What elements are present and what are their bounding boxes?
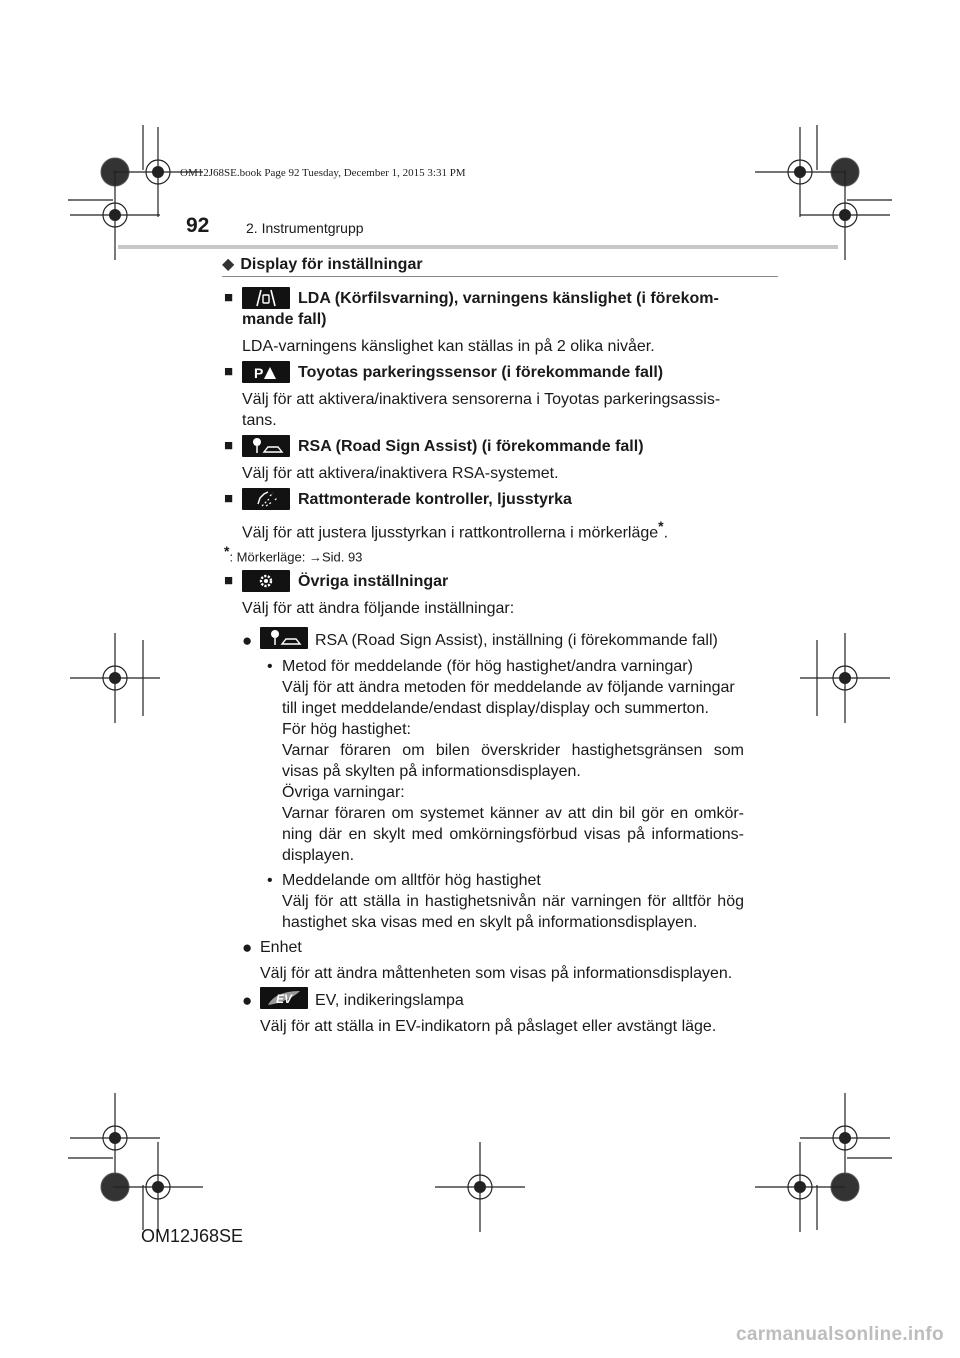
text-line: hastighet ska visas med en skylt på informationsdisplayen. [282,914,698,931]
lda-title-line2: mande fall) [242,311,327,328]
chapter-title: 2. Instrumentgrupp [246,220,364,236]
road-sign-car-icon [242,435,290,457]
section-title [222,254,423,274]
lda-title-line1: LDA (Körfilsvarning), varningens känslighet (i förekom- [298,290,719,307]
road-sign-car-icon [260,627,308,649]
ev-title: EV, indikeringslampa [315,992,464,1009]
dot-bullet: • [267,658,273,675]
unit-title: Enhet [260,939,302,956]
watermark: carmanualsonline.info [736,1324,944,1345]
svg-text:P: P [254,365,264,381]
diamond-icon: ◆ [222,256,235,273]
notification-method-title: Metod för meddelande (för hög hastighet/andra varningar) [282,658,693,675]
ev-indicator-icon [260,987,308,1009]
rsa-setting-title: RSA (Road Sign Assist), inställning (i förekommande fall) [315,632,718,649]
notification-method-lines [282,677,744,866]
text-line: displayen. [282,847,355,864]
text-line: För hög hastighet: [282,721,411,738]
steering-description-text: Välj för att justera ljusstyrkan i rattkontrollerna i mörkerläge [242,524,659,542]
steering-description-end: . [663,524,669,542]
overspeed-title: Meddelande om alltför hög hastighet [282,872,541,889]
text-line: Varnar föraren om bilen överskrider hastighetsgränsen som [282,742,744,759]
lda-description: LDA-varningens känslighet kan ställas in på 2 olika nivåer. [242,338,655,355]
square-bullet-icon: ■ [224,289,234,306]
round-bullet-icon: ● [242,991,253,1010]
rsa-description: Välj för att aktivera/inaktivera RSA-systemet. [242,465,559,482]
text-line: Välj för att ändra metoden för meddelande av följande varningar [282,679,735,696]
other-description: Välj för att ändra följande inställningar: [242,600,515,617]
parking-description-line1: Välj för att aktivera/inaktivera sensorerna i Toyotas parkeringsassis- [242,391,721,408]
text-line: Välj för att ställa in hastighetsnivån när varningen för alltför hög [282,893,744,910]
square-bullet-icon: ■ [224,363,234,380]
text-line: Övriga varningar: [282,784,405,801]
steering-brightness-icon [242,488,290,510]
text-line: ning där en skylt med omkörningsförbud visas på informations- [282,826,744,843]
footnote-mark: * [658,518,664,534]
parking-title: Toyotas parkeringssensor (i förekommande fall) [298,364,664,381]
footnote-mark: * [224,543,230,559]
rsa-title: RSA (Road Sign Assist) (i förekommande fall) [298,438,644,455]
square-bullet-icon: ■ [224,437,234,454]
header-rule [118,245,838,249]
overspeed-lines [282,891,744,933]
footnote-text: : Mörkerläge: [229,549,309,565]
unit-description: Välj för att ändra måttenheten som visas på informationsdisplayen. [260,965,733,982]
footnote [224,543,362,564]
section-title-text: Display för inställningar [240,256,423,273]
ev-icon-label: EV [276,992,293,1006]
round-bullet-icon: ● [242,938,253,957]
dot-bullet: • [267,872,273,889]
page-number: 92 [186,214,210,237]
text-line: till inget meddelande/endast display/display och summerton. [282,700,709,717]
book-info: OM12J68SE.book Page 92 Tuesday, December 1, 2015 3:31 PM [180,167,466,179]
footer-code: OM12J68SE [141,1226,244,1246]
lane-departure-icon [242,287,290,309]
text-line: visas på skylten på informationsdisplayen. [282,763,581,780]
steering-title: Rattmonterade kontroller, ljusstyrka [298,491,572,508]
round-bullet-icon: ● [242,631,253,650]
section-rule [222,276,778,277]
gear-icon [242,570,290,592]
parking-description-line2: tans. [242,412,277,429]
arrow-icon: → [308,549,322,565]
text-line: Varnar föraren om systemet känner av att din bil gör en omkör- [282,805,744,822]
page-reference-link[interactable]: Sid. 93 [321,549,363,565]
ev-description: Välj för att ställa in EV-indikatorn på påslaget eller avstängt läge. [260,1018,717,1035]
steering-description [242,516,668,543]
other-title: Övriga inställningar [298,573,449,590]
parking-sensor-icon [242,361,290,383]
square-bullet-icon: ■ [224,490,234,507]
square-bullet-icon: ■ [224,572,234,589]
